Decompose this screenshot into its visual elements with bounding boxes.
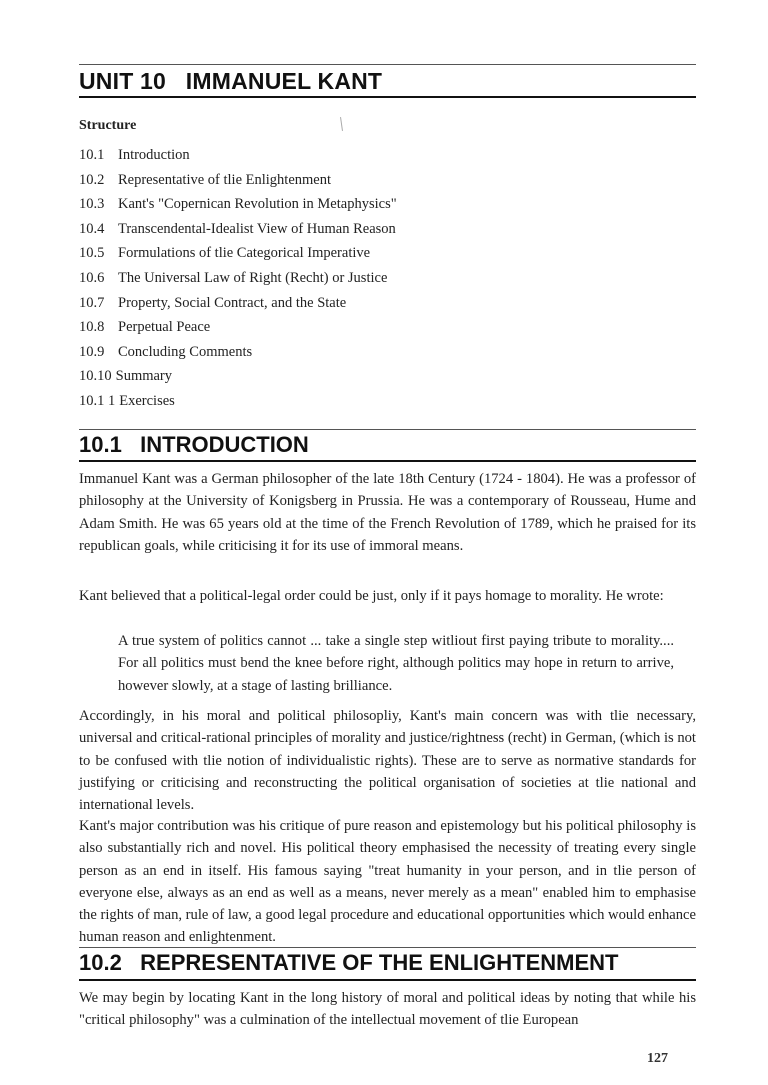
- toc-item: [79, 194, 397, 219]
- toc-item-number: 10.4: [79, 220, 105, 237]
- toc-item: [79, 366, 397, 391]
- table-of-contents: [79, 145, 397, 416]
- section-bottom-rule: [79, 979, 696, 981]
- toc-item-label: Concluding Comments: [118, 343, 253, 360]
- toc-item: [79, 317, 397, 342]
- toc-item-number: 10.6: [79, 269, 105, 286]
- structure-heading: Structure: [79, 118, 137, 133]
- toc-item-label: Perpetual Peace: [118, 319, 211, 336]
- paragraph: Kant's major contribution was his critique of pure reason and epistemology but his political philosophy is also substantially rich and novel. His political theory emphasised the necessity of treating every single person as an end in itself. His famous saying "treat humanity in your person, and in tlie person of everyone else, always as an end as well as a means, never merely as a mean" enabled him to emphasise the rights of man, rule of law, a good legal procedure and educational opportunities which would enhance human reason and enlightenment.: [79, 818, 696, 946]
- header-top-rule: [79, 64, 696, 65]
- toc-item-label: Kant's "Copernican Revolution in Metaphysics": [118, 196, 397, 213]
- toc-item-label: Formulations of tlie Categorical Imperative: [118, 245, 371, 262]
- toc-item-label: Transcendental-Idealist View of Human Reason: [118, 220, 396, 237]
- toc-item-number: 10.2: [79, 171, 105, 188]
- toc-item-number: 10.5: [79, 245, 105, 262]
- page-number: 127: [647, 1051, 668, 1066]
- toc-item: [79, 268, 397, 293]
- toc-item-label: The Universal Law of Right (Recht) or Justice: [118, 269, 388, 286]
- section-top-rule: [79, 947, 696, 948]
- header-bottom-rule: [79, 96, 696, 98]
- paragraph: We may begin by locating Kant in the long history of moral and political ideas by noting that while his "critical philosophy" was a culmination of the intellectual movement of tlie European: [79, 990, 696, 1029]
- paragraph: Immanuel Kant was a German philosopher of the late 18th Century (1724 - 1804). He was a professor of philosophy at the University of Konigsberg in Prussia. He was a contemporary of Rousseau, Hume and Adam Smith. He was 65 years old at the time of the French Revolution of 1789, which he praised for its republican goals, while criticising it for its use of immoral means.: [79, 471, 696, 554]
- toc-item: [79, 243, 397, 268]
- section-title-enlightenment: 10.2 REPRESENTATIVE OF THE ENLIGHTENMENT: [79, 950, 619, 975]
- toc-item: [79, 219, 397, 244]
- paragraph: Accordingly, in his moral and political philosopliy, Kant's main concern was with tlie necessary, universal and critical-rational principles of morality and justice/rightness (recht) in German, (which is not to be confused with tlie notion of individualistic rights). These are to serve as normative standards for justifying or criticising and reconstructing the political organisation of societies at tlie national and international levels.: [79, 708, 696, 814]
- toc-item-number: 10.3: [79, 196, 105, 213]
- section-title-introduction: 10.1 INTRODUCTION: [79, 432, 309, 457]
- toc-item: [79, 391, 397, 416]
- block-quote: A true system of politics cannot ... take a single step witliout first paying tribute to morality.... For all politics must bend the knee before right, although politics may hope in return to arrive, however slowly, at a stage of lasting brilliance.: [118, 633, 674, 694]
- paragraph: Kant believed that a political-legal order could be just, only if it pays homage to morality. He wrote:: [79, 588, 664, 604]
- toc-item: [79, 293, 397, 318]
- toc-item-number: 10.1: [79, 147, 105, 163]
- toc-item: [79, 342, 397, 367]
- section-bottom-rule: [79, 460, 696, 462]
- toc-item-label: Representative of tlie Enlightenment: [118, 171, 332, 188]
- unit-title: UNIT 10 IMMANUEL KANT: [79, 68, 383, 94]
- toc-item-number: 10.10: [79, 368, 112, 385]
- scan-mark: [340, 117, 343, 131]
- toc-item-number: 10.9: [79, 343, 105, 360]
- toc-item-label: Summary: [115, 368, 173, 385]
- toc-item: [79, 145, 397, 170]
- section-top-rule: [79, 429, 696, 430]
- toc-item-label: Property, Social Contract, and the State: [118, 294, 347, 311]
- toc-item-number: 10.1 1: [79, 392, 116, 409]
- toc-item-label: Exercises: [119, 392, 175, 409]
- toc-item: [79, 170, 397, 195]
- toc-item-label: Introduction: [118, 147, 190, 163]
- toc-item-number: 10.7: [79, 294, 105, 311]
- toc-item-number: 10.8: [79, 319, 105, 336]
